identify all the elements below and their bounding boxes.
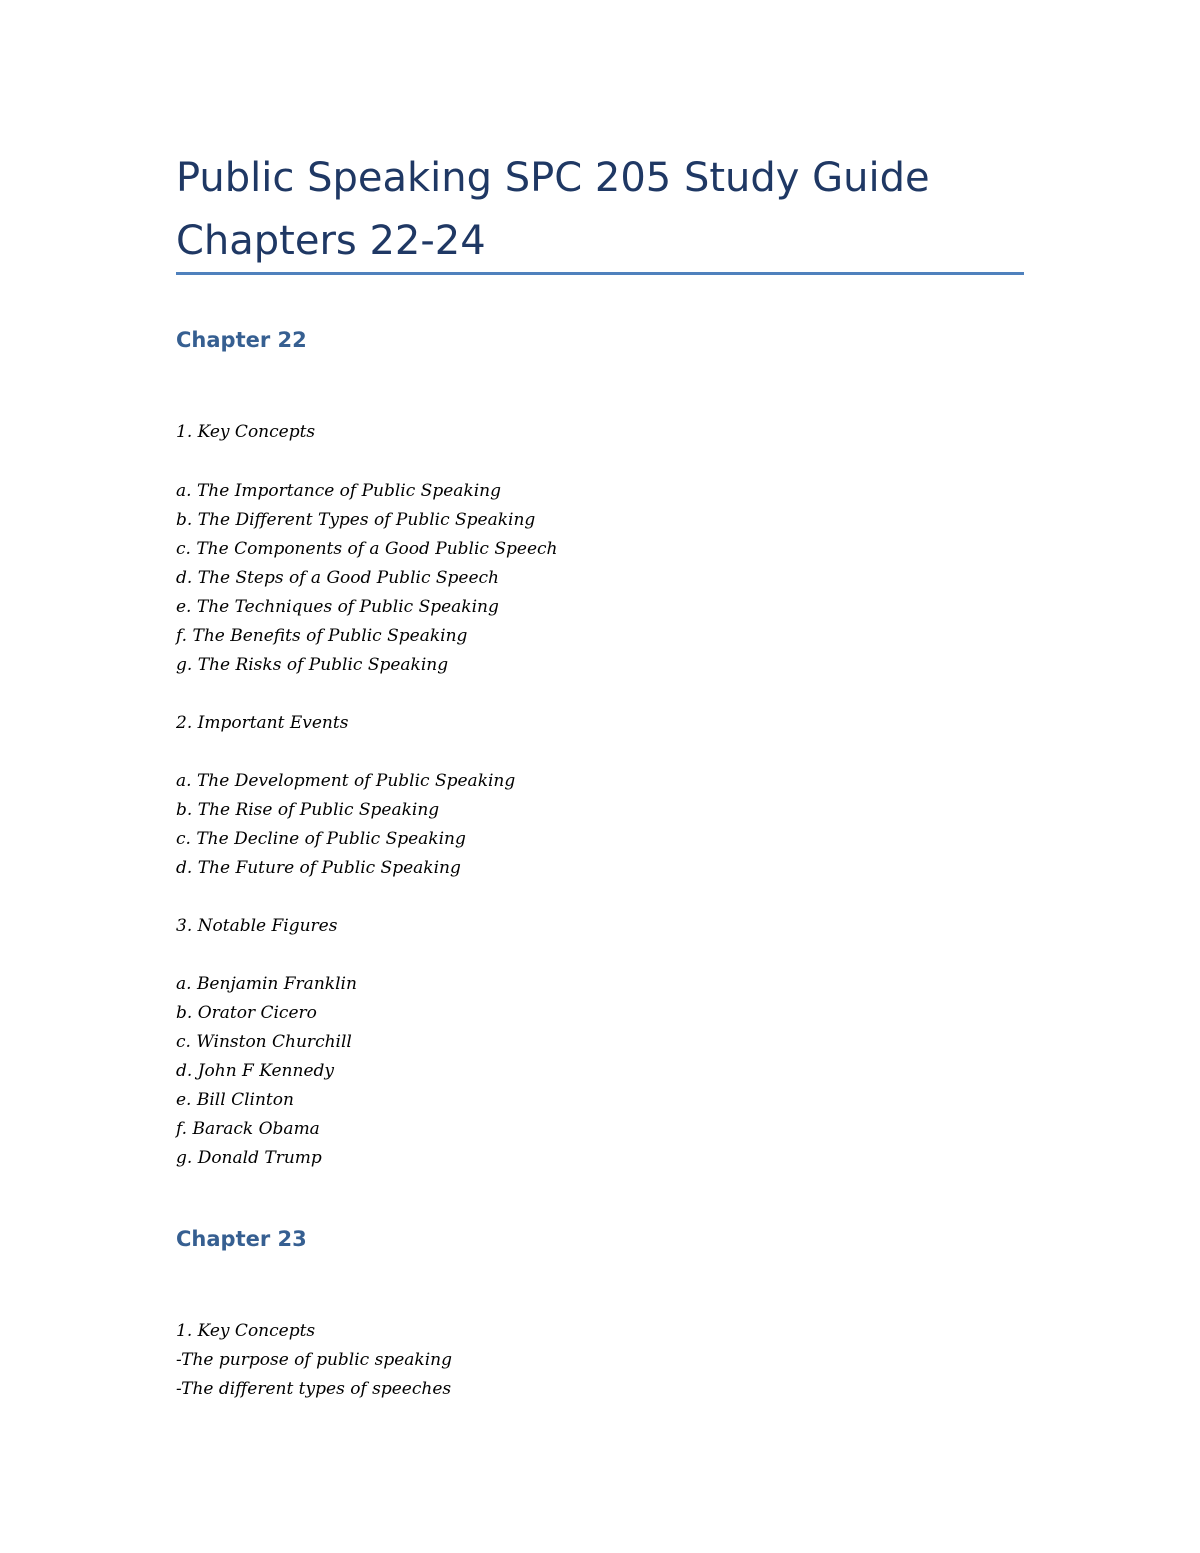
list-item: d. The Future of Public Speaking [176, 858, 461, 878]
list-item: d. John F Kennedy [176, 1061, 334, 1081]
ch22-key-concepts-heading: 1. Key Concepts [176, 422, 316, 442]
list-item: c. The Decline of Public Speaking [176, 829, 466, 849]
list-item: b. Orator Cicero [176, 1003, 317, 1023]
list-item: f. The Benefits of Public Speaking [176, 626, 468, 646]
ch22-notable-figures-heading: 3. Notable Figures [176, 916, 338, 936]
title-underline-rule [176, 272, 1024, 275]
list-item: c. Winston Churchill [176, 1032, 352, 1052]
list-item: b. The Different Types of Public Speaking [176, 510, 536, 530]
document-title-line-2: Chapters 22-24 [176, 218, 486, 264]
document-title-line-1: Public Speaking SPC 205 Study Guide [176, 155, 930, 201]
ch23-key-concepts-heading: 1. Key Concepts [176, 1321, 316, 1341]
list-item: e. Bill Clinton [176, 1090, 294, 1110]
chapter-23-heading: Chapter 23 [176, 1227, 307, 1251]
list-item: a. The Importance of Public Speaking [176, 481, 501, 501]
list-item: b. The Rise of Public Speaking [176, 800, 440, 820]
list-item: f. Barack Obama [176, 1119, 320, 1139]
list-item: d. The Steps of a Good Public Speech [176, 568, 499, 588]
chapter-22-heading: Chapter 22 [176, 328, 307, 352]
list-item: c. The Components of a Good Public Speech [176, 539, 558, 559]
list-item: a. The Development of Public Speaking [176, 771, 516, 791]
ch22-important-events-heading: 2. Important Events [176, 713, 349, 733]
list-item: g. The Risks of Public Speaking [176, 655, 449, 675]
list-item: -The purpose of public speaking [176, 1350, 452, 1370]
list-item: e. The Techniques of Public Speaking [176, 597, 499, 617]
list-item: -The different types of speeches [176, 1379, 452, 1399]
list-item: a. Benjamin Franklin [176, 974, 357, 994]
list-item: g. Donald Trump [176, 1148, 322, 1168]
